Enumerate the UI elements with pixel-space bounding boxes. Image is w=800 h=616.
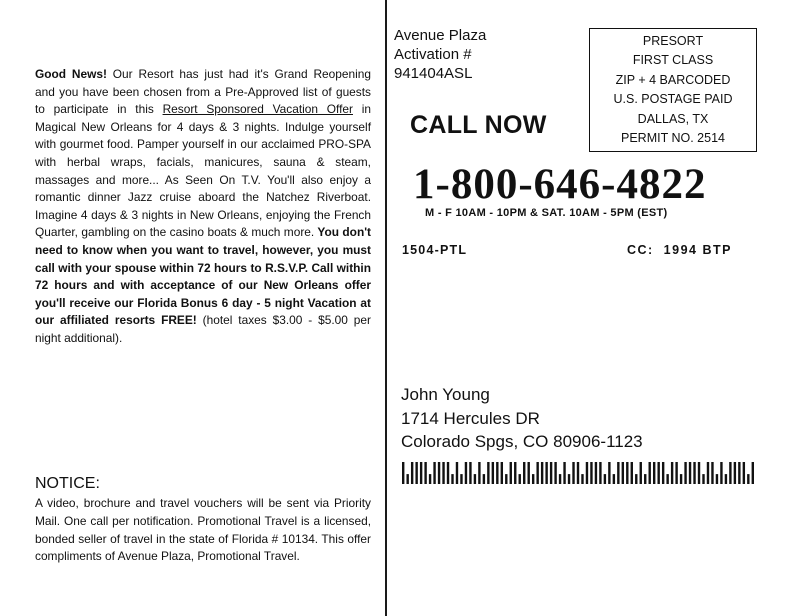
barcode-bar xyxy=(653,462,655,484)
phone-number: 1-800-646-4822 xyxy=(413,161,707,208)
barcode-bar xyxy=(460,474,462,484)
barcode-bar xyxy=(545,462,547,484)
barcode-bar xyxy=(698,462,700,484)
offer-text xyxy=(35,66,371,348)
barcode-bar xyxy=(501,462,503,484)
barcode-bar xyxy=(487,462,489,484)
barcode-bar xyxy=(689,462,691,484)
barcode-bar xyxy=(702,474,704,484)
call-hours: M - F 10AM - 10PM & SAT. 10AM - 5PM (EST) xyxy=(425,207,668,219)
barcode-bar xyxy=(581,474,583,484)
barcode-bar xyxy=(442,462,444,484)
barcode-bar xyxy=(640,462,642,484)
barcode-bar xyxy=(505,474,507,484)
postage-line: FIRST CLASS xyxy=(632,53,714,67)
call-now-heading: CALL NOW xyxy=(410,111,547,139)
barcode-bar xyxy=(586,462,588,484)
barcode-bar xyxy=(613,474,615,484)
barcode-bar xyxy=(604,474,606,484)
barcode-bar xyxy=(738,462,740,484)
barcode-bar xyxy=(438,462,440,484)
offer-underlined: Resort Sponsored Vacation Offer xyxy=(162,102,353,117)
barcode-bar xyxy=(563,462,565,484)
barcode-bar xyxy=(599,462,601,484)
barcode-bar xyxy=(411,462,413,484)
barcode-bar xyxy=(666,474,668,484)
barcode-bar xyxy=(514,462,516,484)
barcode-bar xyxy=(492,462,494,484)
barcode-bar xyxy=(734,462,736,484)
barcode-bar xyxy=(743,462,745,484)
barcode-bar xyxy=(707,462,709,484)
barcode-bar xyxy=(720,462,722,484)
barcode-bar xyxy=(662,462,664,484)
barcode-bar xyxy=(675,462,677,484)
postage-line: U.S. POSTAGE PAID xyxy=(613,92,733,106)
barcode-bar xyxy=(519,474,521,484)
barcode-bar xyxy=(568,474,570,484)
barcode-bar xyxy=(590,462,592,484)
postage-line: DALLAS, TX xyxy=(637,111,709,126)
barcode-bar xyxy=(716,474,718,484)
barcode-bar xyxy=(711,462,713,484)
barcode-bar xyxy=(433,462,435,484)
recipient-address xyxy=(401,383,643,454)
barcode-bar xyxy=(402,462,404,484)
barcode-bar xyxy=(483,474,485,484)
offer-paragraph-1: Our Resort has just had it's Grand Reopening and you have been chosen from a Pre-Approved list of guests to participate in this xyxy=(35,67,371,117)
recipient-street: 1714 Hercules DR xyxy=(401,408,540,428)
barcode-bar xyxy=(420,462,422,484)
barcode-bar xyxy=(559,474,561,484)
notice-heading: NOTICE: xyxy=(35,475,100,492)
postage-indicia xyxy=(589,28,757,152)
barcode-bar xyxy=(523,462,525,484)
postage-line: ZIP + 4 BARCODED xyxy=(615,72,731,87)
barcode-bar xyxy=(415,462,417,484)
barcode-bar xyxy=(465,462,467,484)
barcode-bar xyxy=(693,462,695,484)
barcode-bar xyxy=(528,462,530,484)
barcode-bar xyxy=(649,462,651,484)
barcode-bar xyxy=(451,474,453,484)
barcode-bar xyxy=(447,462,449,484)
recipient-city-line: Colorado Spgs, CO 80906-1123 xyxy=(401,432,643,451)
barcode-bar xyxy=(622,462,624,484)
notice-body: A video, brochure and travel vouchers will be sent via Priority Mail. One call per notification. Promotional Travel is a licensed, bonded seller of travel in the state of Florida # 10134. This offer compliments of Avenue Plaza, Promotional Travel. xyxy=(35,496,371,564)
barcode-bar xyxy=(541,462,543,484)
offer-bold-terms: You don't need to know when you want to travel, however, you must call with your spouse within 72 hours to R.S.V.P. Call within 72 hours and with acceptance of our New Orleans offer you'll receive our Florida Bonus 6 day - 5 night Vacation at our affiliated resorts FREE! xyxy=(35,225,371,328)
barcode-bar xyxy=(406,474,408,484)
barcode-bar xyxy=(729,462,731,484)
barcode-bar xyxy=(626,462,628,484)
offer-paragraph-2: in Magical New Orleans for 4 days & 3 nights. Indulge yourself with gourmet food. Pamper yourself in our acclaimed PRO-SPA with herbal wraps, facials, manicures, sauna & steam, massages and more... As Seen On T.V. You'll also enjoy a romantic dinner Jazz cruise aboard the Natchez Riverboat. Imagine 4 days & 3 nights in New Orleans, enjoying the French Quarter, gambling on the casino boats & much more. xyxy=(35,102,371,240)
barcode-bar xyxy=(510,462,512,484)
tracking-code: 1504-PTL xyxy=(402,243,468,257)
barcode-bar xyxy=(577,462,579,484)
return-line-1: Avenue Plaza xyxy=(394,27,487,44)
barcode-bar xyxy=(608,462,610,484)
barcode-bar xyxy=(631,462,633,484)
barcode-bar xyxy=(595,462,597,484)
postal-barcode xyxy=(402,462,754,484)
barcode-bar xyxy=(671,462,673,484)
barcode-bar xyxy=(635,474,637,484)
offer-lead: Good News! xyxy=(35,67,107,81)
barcode-bar xyxy=(469,462,471,484)
barcode-bar xyxy=(644,474,646,484)
barcode-bar xyxy=(725,474,727,484)
barcode-bar xyxy=(680,474,682,484)
barcode-bar xyxy=(684,462,686,484)
barcode-bar xyxy=(550,462,552,484)
barcode-bar xyxy=(657,462,659,484)
barcode-bar xyxy=(496,462,498,484)
barcode-bar xyxy=(554,462,556,484)
return-block xyxy=(394,26,486,83)
recipient-name: John Young xyxy=(401,385,490,404)
barcode-bar xyxy=(752,462,754,484)
return-line-2: Activation # xyxy=(394,46,472,63)
offer-hotel-taxes: (hotel taxes $3.00 - $5.00 per night additional). xyxy=(35,313,371,345)
barcode-bar xyxy=(532,474,534,484)
vertical-divider xyxy=(385,0,387,616)
barcode-bar xyxy=(424,462,426,484)
cc-code: CC: 1994 BTP xyxy=(627,243,732,257)
return-line-3: 941404ASL xyxy=(394,65,473,82)
barcode-bar xyxy=(456,462,458,484)
barcode-bar xyxy=(747,474,749,484)
postage-line: PERMIT NO. 2514 xyxy=(621,131,725,145)
barcode-bar xyxy=(474,474,476,484)
barcode-bar xyxy=(617,462,619,484)
postage-line: PRESORT xyxy=(642,33,704,48)
barcode-bar xyxy=(478,462,480,484)
barcode-bar xyxy=(572,462,574,484)
barcode-bar xyxy=(536,462,538,484)
barcode-bar xyxy=(429,474,431,484)
